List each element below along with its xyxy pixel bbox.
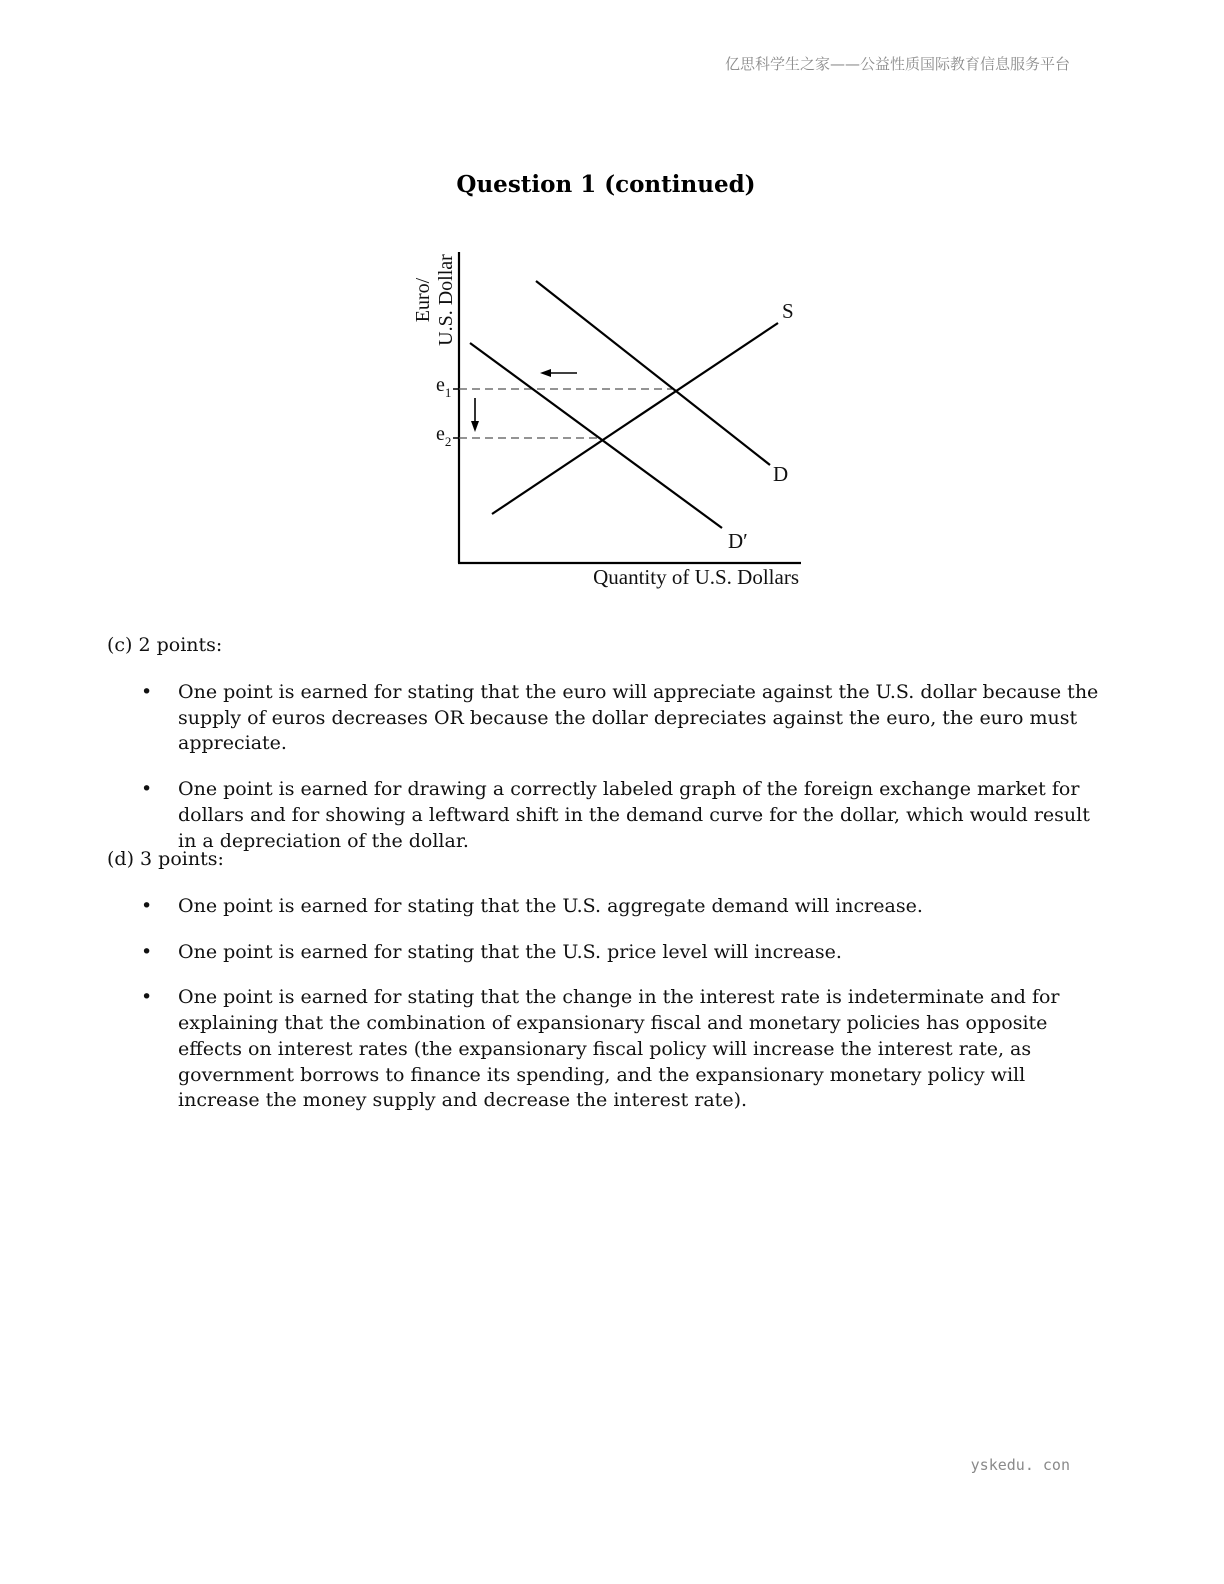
y-axis-label-line2: U.S. Dollar — [435, 254, 457, 346]
label-supply: S — [782, 299, 794, 323]
down-arrow — [471, 398, 479, 432]
tick-label-e1: $e_1$ — [436, 374, 452, 400]
y-axis-label-line1: Euro/ — [412, 277, 434, 323]
supply-curve-s — [492, 323, 778, 514]
bullet-dot-icon: • — [141, 895, 153, 917]
list-item: • One point is earned for stating that the change in the interest rate is indeterminate and for explaining that the combination of expansionary fiscal and monetary policies has opposite effects on interest rates (the expansionary fiscal policy will increase the interest rate, as government borrows to finance its spending, and the expansionary monetary policy will increase the money supply and decrease the interest rate). — [141, 986, 1060, 1112]
list-item: • One point is earned for stating that the euro will appreciate against the U.S. dollar because the supply of euros decreases OR because the dollar depreciates against the euro, the euro must appreciate. — [141, 681, 1099, 755]
part-d-label: (d) 3 points: — [107, 848, 224, 870]
part-d-bullet-list — [0, 894, 1224, 1114]
part-c-label: (c) 2 points: — [107, 634, 223, 656]
header-watermark: 亿思科学生之家——公益性质国际教育信息服务平台 — [724, 55, 1070, 73]
new-demand-curve-d-prime — [470, 343, 722, 528]
bullet-dot-icon: • — [141, 778, 153, 801]
tick-label-e2: $e_2$ — [436, 423, 452, 449]
x-axis-label: Quantity of U.S. Dollars — [593, 565, 799, 589]
list-item: • One point is earned for drawing a correctly labeled graph of the foreign exchange market for dollars and for showing a leftward shift in the demand curve for the dollar, which would result in a depreciation of the dollar. — [141, 778, 1090, 852]
label-demand: D — [773, 462, 789, 486]
part-c-bullet-list — [0, 680, 1224, 854]
forex-market-graph — [400, 240, 820, 600]
bullet-dot-icon: • — [141, 940, 153, 963]
page-title: Question 1 (continued) — [456, 171, 756, 198]
bullet-dot-icon: • — [141, 986, 153, 1009]
list-item: • One point is earned for stating that the U.S. price level will increase. — [0, 940, 1224, 966]
bullet-dot-icon: • — [141, 681, 153, 703]
left-shift-arrow — [540, 369, 577, 377]
list-item: • One point is earned for stating that the U.S. aggregate demand will increase. — [0, 894, 1224, 920]
footer-site-link[interactable]: yskedu. con — [970, 1456, 1070, 1474]
label-new-demand: D′ — [728, 529, 748, 553]
